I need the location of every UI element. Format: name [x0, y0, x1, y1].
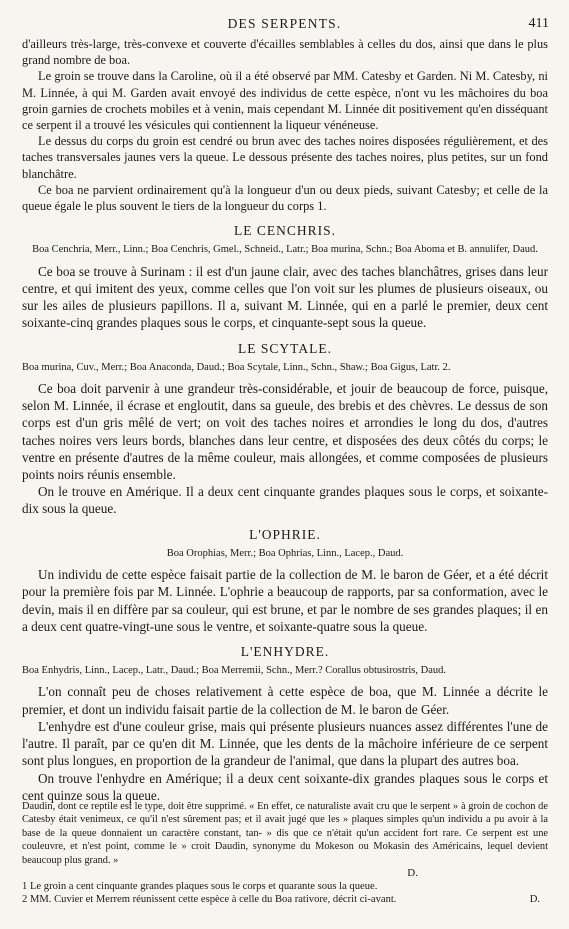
section-title-scytale: LE SCYTALE.	[238, 340, 332, 356]
notes-block	[22, 800, 548, 906]
section-title-enhydre: L'ENHYDRE.	[240, 643, 330, 659]
paragraph: On trouve l'enhydre en Amérique; il a deux cent soixante-dix grandes plaques sous le corps et cent quinze sous la queue.	[22, 770, 548, 803]
synonymy-line: Boa murina, Cuv., Merr.; Boa Anaconda, Daud.; Boa Scytale, Linn., Schn., Shaw.; Boa Gigus, Latr. 2.	[22, 361, 451, 373]
editor-note: Daudin, dont ce reptile est le type, doit être supprimé. « En effet, ce naturaliste avait cru que le serpent » à groin de cochon de Catesby était venimeux, ce qu'il n'est sûrement pas; et il avait jugé que les » plaques simples qu'un individu a pu avoir à la base de la queue donnaient un caractère constant, tan- » dis que ce n'était qu'un accident fort rare. Ce serpent est une couleuvre, et n'est point, comme le » croit Daudin, synonyme du Mokeson ou Mokasin des Américains, lequel devient beaucoup plus grand. »	[22, 801, 548, 866]
footnote-1: 1 Le groin a cent cinquante grandes plaques sous le corps et quarante sous la queue.	[22, 881, 378, 893]
paragraph: Ce boa doit parvenir à une grandeur très-considérable, et jouir de beaucoup de force, puisque, selon M. Linnée, il écrase et engloutit, dans sa gueule, des brebis et des chèvres. Le dessus de son corps est d'un gris mêlé de vert; on voit des taches noires et arrondies le long du dos, d'autres taches noires vers leurs bords, blanches dans leur centre, et disposées des deux côtés du corps; le ventre en présente d'autres de la même couleur, mais allongées, et comme composées de plusieurs points noirs réunis ensemble.	[22, 381, 548, 483]
paragraph: Ce boa ne parvient ordinairement qu'à la longueur d'un ou deux pieds, suivant Catesby; et celle de la queue égale le plus souvent le tiers de la longueur du corps 1.	[22, 182, 548, 214]
paragraph: d'ailleurs très-large, très-convexe et couverte d'écailles semblables à celles du dos, ainsi que dans le plus grand nombre de boa.	[22, 37, 548, 68]
footnote-2	[22, 893, 548, 906]
note-signature: D.	[407, 867, 418, 880]
paragraph: Le groin se trouve dans la Caroline, où il a été observé par MM. Catesby et Garden. Ni M. Catesby, ni M. Linnée, à qui M. Garden avait envoyé des individus de cette espèce, n'ont vu les mâchoires du boa groin garnies de crochets mobiles et à venin, mais cependant M. Linnée dit positivement qu'en disséquant ce serpent il a trouvé les vésicules qui contiennent la liqueur vénéneuse.	[22, 69, 548, 133]
paragraph: Un individu de cette espèce faisait partie de la collection de M. le baron de Géer, et a été décrit pour la première fois par M. Linnée. L'ophrie a beaucoup de rapports, par sa conformation, avec le devin, mais il en diffère par sa couleur, qui est brune, et par le nombre de ses grandes plaques; il en a deux cent quatre-vingt-une sous le ventre, et soixante-quatre sous la queue.	[22, 567, 548, 634]
synonymy-line: Boa Enhydris, Linn., Lacep., Latr., Daud.; Boa Merremii, Schn., Merr.? Corallus obtusirostris, Daud.	[22, 664, 447, 676]
running-title: DES SERPENTS.	[227, 16, 342, 31]
paragraph: L'enhydre est d'une couleur grise, mais qui présente plusieurs nuances assez différentes l'une de l'autre. Il paraît, par ce qu'en dit M. Linnée, que les dents de la mâchoire inférieure de ce serpent sont plus longues, en proportion de la grandeur de l'animal, que dans la plupart des autres boa.	[22, 718, 548, 769]
section-title-cenchris: LE CENCHRIS.	[233, 223, 336, 239]
main-text	[22, 36, 548, 804]
paragraph: Ce boa se trouve à Surinam : il est d'un jaune clair, avec des taches blanchâtres, grises dans leur centre, et qui imitent des yeux, comme celles que l'on voit sur les plumes de plusieurs oiseaux, ou sur les ailes de plusieurs papillons. Il a, suivant M. Linnée, qui en a parlé le premier, deux cent soixante-cinq grandes plaques sous le corps, et cinquante-sept sous la queue.	[22, 263, 548, 331]
footnote-2-signature: D.	[529, 894, 540, 906]
page-header	[0, 16, 569, 36]
footnote-2-text: 2 MM. Cuvier et Merrem réunissent cette espèce à celle du Boa rativore, décrit ci-avant.	[22, 894, 397, 906]
paragraph: L'on connaît peu de choses relativement à cette espèce de boa, que M. Linnée a décrite le premier, et dont un individu faisait partie de la collection de M. le baron de Géer.	[22, 684, 548, 717]
synonymy-line: Boa Orophias, Merr.; Boa Ophrias, Linn., Lacep., Daud.	[166, 547, 404, 559]
page-number: 411	[528, 16, 549, 31]
paragraph: Le dessus du corps du groin est cendré ou brun avec des taches noires disposées régulièrement, et des taches transversales jaunes vers la queue. Le dessous présente des taches noires, plus petites, sur un fond blanchâtre.	[22, 134, 548, 181]
section-title-ophrie: L'OPHRIE.	[249, 526, 321, 542]
paragraph: On le trouve en Amérique. Il a deux cent cinquante grandes plaques sous le corps, et soixante-dix sous la queue.	[22, 484, 548, 517]
synonymy-line: Boa Cenchria, Merr., Linn.; Boa Cenchris, Gmel., Schneid., Latr.; Boa murina, Schn.; Boa Aboma et B. annulifer, Daud.	[32, 244, 538, 256]
